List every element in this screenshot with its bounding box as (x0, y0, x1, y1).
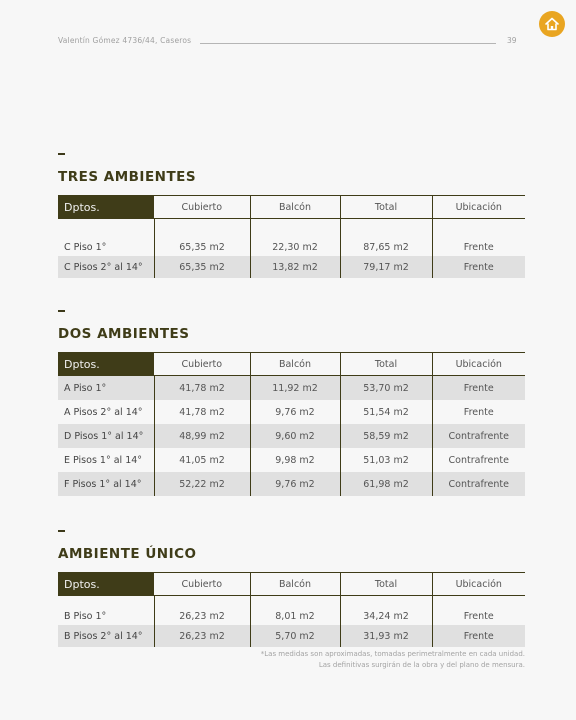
cell-total: 87,65 m2 (340, 219, 432, 257)
cell-total: 53,70 m2 (340, 376, 432, 401)
cell-balcon: 8,01 m2 (250, 596, 340, 626)
cell-total: 51,03 m2 (340, 448, 432, 472)
table-row (58, 424, 525, 448)
units-table (58, 352, 525, 496)
cell-total: 34,24 m2 (340, 596, 432, 626)
header-divider (200, 43, 496, 44)
table-header-row (58, 573, 525, 596)
table-row (58, 472, 525, 496)
cell-ubicacion: Contrafrente (432, 448, 525, 472)
cell-unit: F Pisos 1° al 14° (58, 472, 154, 496)
footnote (205, 649, 525, 671)
cell-cubierto: 26,23 m2 (154, 625, 250, 647)
house-icon (544, 16, 560, 32)
cell-ubicacion: Frente (432, 376, 525, 401)
cell-cubierto: 65,35 m2 (154, 219, 250, 257)
table-row (58, 596, 525, 626)
cell-ubicacion: Contrafrente (432, 424, 525, 448)
col-header-cubierto: Cubierto (154, 573, 250, 596)
section-title: TRES AMBIENTES (58, 169, 197, 185)
table-row (58, 376, 525, 401)
cell-unit: A Pisos 2° al 14° (64, 406, 143, 418)
table-header-row (58, 196, 525, 219)
cell-unit: A Piso 1° (58, 376, 154, 401)
cell-total: 58,59 m2 (340, 424, 432, 448)
col-header-total: Total (340, 573, 432, 596)
cell-total: 61,98 m2 (340, 472, 432, 496)
cell-ubicacion: Frente (432, 256, 525, 278)
table-row (58, 448, 525, 472)
cell-cubierto: 41,05 m2 (154, 448, 250, 472)
cell-cubierto: 65,35 m2 (154, 256, 250, 278)
col-header-total: Total (340, 196, 432, 219)
units-table (58, 195, 525, 278)
col-header-balcon: Balcón (250, 353, 340, 376)
cell-ubicacion: Contrafrente (432, 472, 525, 496)
cell-unit: C Piso 1° (64, 242, 107, 253)
col-header-ubicacion: Ubicación (432, 573, 525, 596)
col-header-dptos: Dptos. (58, 573, 154, 596)
cell-cubierto: 48,99 m2 (154, 424, 250, 448)
col-header-ubicacion: Ubicación (432, 353, 525, 376)
cell-cubierto: 26,23 m2 (154, 596, 250, 626)
cell-ubicacion: Frente (432, 400, 525, 424)
cell-balcon: 11,92 m2 (250, 376, 340, 401)
home-button[interactable] (539, 11, 565, 37)
cell-unit: B Piso 1° (64, 611, 107, 622)
cell-balcon: 9,60 m2 (250, 424, 340, 448)
cell-unit: C Pisos 2° al 14° (58, 256, 154, 278)
cell-cubierto: 41,78 m2 (154, 400, 250, 424)
col-header-balcon: Balcón (250, 196, 340, 219)
col-header-balcon: Balcón (250, 573, 340, 596)
cell-total: 79,17 m2 (340, 256, 432, 278)
section-dash (58, 153, 65, 155)
cell-unit: E Pisos 1° al 14° (64, 454, 143, 466)
cell-ubicacion: Frente (432, 219, 525, 257)
table-row (58, 400, 525, 424)
section-title: AMBIENTE ÚNICO (58, 546, 197, 562)
table-row (58, 625, 525, 647)
cell-balcon: 5,70 m2 (250, 625, 340, 647)
section-dash (58, 530, 65, 532)
cell-total: 31,93 m2 (340, 625, 432, 647)
header-address: Valentín Gómez 4736/44, Caseros (58, 36, 192, 45)
cell-unit: B Pisos 2° al 14° (58, 625, 154, 647)
cell-ubicacion: Frente (432, 625, 525, 647)
table-row (58, 256, 525, 278)
section-dash (58, 310, 65, 312)
section-title: DOS AMBIENTES (58, 326, 190, 342)
footnote-line: *Las medidas son aproximadas, tomadas perimetralmente en cada unidad. (260, 650, 525, 658)
cell-ubicacion: Frente (432, 596, 525, 626)
units-table (58, 572, 525, 647)
section-ambiente-unico (58, 530, 525, 647)
cell-cubierto: 52,22 m2 (154, 472, 250, 496)
footnote-line: Las definitivas surgirán de la obra y del plano de mensura. (318, 661, 525, 669)
cell-unit: D Pisos 1° al 14° (58, 424, 154, 448)
table-header-row (58, 353, 525, 376)
col-header-dptos: Dptos. (58, 196, 154, 219)
cell-total: 51,54 m2 (340, 400, 432, 424)
cell-balcon: 9,76 m2 (250, 472, 340, 496)
cell-balcon: 22,30 m2 (250, 219, 340, 257)
section-dos-ambientes (58, 310, 525, 496)
col-header-dptos: Dptos. (58, 353, 154, 376)
col-header-total: Total (340, 353, 432, 376)
col-header-ubicacion: Ubicación (432, 196, 525, 219)
cell-cubierto: 41,78 m2 (154, 376, 250, 401)
section-tres-ambientes (58, 153, 525, 278)
cell-balcon: 9,98 m2 (250, 448, 340, 472)
cell-balcon: 13,82 m2 (250, 256, 340, 278)
page-number: 39 (507, 36, 517, 45)
col-header-cubierto: Cubierto (154, 353, 250, 376)
table-row (58, 219, 525, 257)
col-header-cubierto: Cubierto (154, 196, 250, 219)
cell-balcon: 9,76 m2 (250, 400, 340, 424)
